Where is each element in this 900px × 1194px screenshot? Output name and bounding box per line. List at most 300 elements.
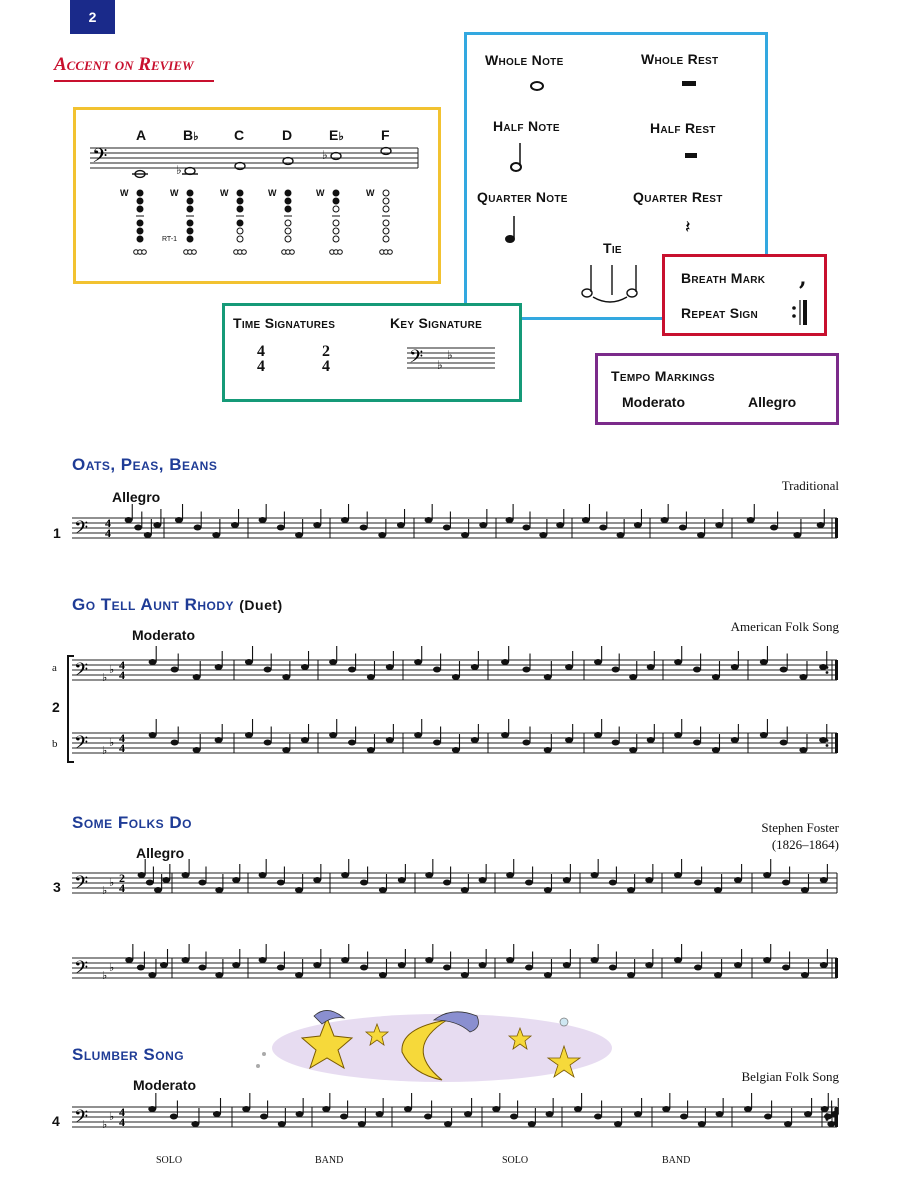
note-head [594, 1114, 602, 1120]
song-2-staff-b [72, 727, 842, 767]
note-head [138, 872, 146, 878]
note-head [821, 1106, 829, 1112]
time-signature-mark: 4 [119, 731, 125, 745]
band-label: BAND [662, 1155, 691, 1166]
note-head [506, 957, 514, 963]
note-head [694, 880, 702, 886]
note-head [397, 522, 405, 528]
review-heading: Accent on Review [54, 54, 194, 75]
flat-icon: ♭ [102, 744, 108, 757]
note-head [716, 1111, 724, 1117]
song-1-composer: Traditional [781, 478, 839, 493]
solo-label: SOLO [156, 1155, 183, 1166]
time-signature-mark: 4 [105, 526, 111, 540]
note-head [744, 1106, 752, 1112]
note-head [697, 532, 705, 538]
half-rest-label: Half Rest [650, 120, 716, 136]
note-head [464, 1111, 472, 1117]
note-head [264, 740, 272, 746]
band-label: BAND [315, 1155, 344, 1166]
flat-icon: ♭ [102, 1118, 108, 1131]
note-head [544, 887, 552, 893]
time-signature-mark: 4 [119, 668, 125, 682]
signatures-box [222, 303, 522, 402]
bass-clef-icon: 𝄢 [74, 660, 89, 685]
note-head [404, 1106, 412, 1112]
note-head [634, 1111, 642, 1117]
note-head [627, 972, 635, 978]
note-head [259, 957, 267, 963]
note-head [820, 962, 828, 968]
key-signature-staff [407, 342, 517, 392]
flat-icon: ♭ [109, 663, 115, 676]
note-head [348, 740, 356, 746]
final-barline [835, 1107, 838, 1127]
note-head [599, 525, 607, 531]
breath-mark-label: Breath Mark [681, 270, 766, 286]
note-head [398, 877, 406, 883]
song-2-title: Go Tell Aunt Rhody (Duet) [72, 595, 283, 614]
note-head [556, 522, 564, 528]
song-3-tempo: Allegro [136, 845, 185, 861]
note-head [443, 965, 451, 971]
fingering-chart [73, 107, 441, 284]
note-head [501, 659, 509, 665]
song-3-title: Some Folks Do [72, 813, 192, 832]
note-head [232, 962, 240, 968]
note-head [191, 1121, 199, 1127]
note-head [594, 732, 602, 738]
note-head [662, 1106, 670, 1112]
song-1-number: 1 [53, 525, 61, 541]
svg-text:RT-1: RT-1 [162, 236, 178, 243]
time-signature-two-four: 2 4 [322, 343, 330, 375]
note-head [125, 957, 133, 963]
bass-clef-icon: 𝄢 [74, 958, 89, 983]
note-head [444, 1121, 452, 1127]
note-head [820, 877, 828, 883]
note-head [425, 957, 433, 963]
note-head [360, 880, 368, 886]
note-head [763, 957, 771, 963]
note-name-eflat: E♭ [329, 127, 345, 143]
note-head [260, 1114, 268, 1120]
note-head [693, 667, 701, 673]
note-head [731, 664, 739, 670]
svg-text:W: W [220, 188, 229, 198]
note-head [674, 659, 682, 665]
note-head [645, 962, 653, 968]
note-head [612, 740, 620, 746]
note-head [734, 877, 742, 883]
note-head [213, 1111, 221, 1117]
note-head [144, 532, 152, 538]
note-head [680, 1114, 688, 1120]
note-head [148, 1106, 156, 1112]
note-head [763, 872, 771, 878]
song-3-staff-2 [72, 952, 842, 992]
note-head [461, 972, 469, 978]
note-name-d: D [282, 127, 293, 143]
note-head [443, 525, 451, 531]
note-head [817, 522, 825, 528]
note-head [782, 965, 790, 971]
moderato-label: Moderato [622, 394, 685, 410]
note-head [414, 659, 422, 665]
quarter-rest-label: Quarter Rest [633, 189, 723, 205]
note-head [784, 1121, 792, 1127]
time-signature-four-four: 4 4 [257, 343, 265, 375]
note-head [149, 659, 157, 665]
note-head [358, 1121, 366, 1127]
note-head [386, 737, 394, 743]
note-head [171, 667, 179, 673]
half-note-icon [511, 143, 521, 171]
note-head [313, 877, 321, 883]
note-head [215, 737, 223, 743]
note-head [341, 872, 349, 878]
time-signature-mark: 4 [119, 1105, 125, 1119]
svg-text:W: W [316, 188, 325, 198]
key-signature-label: Key Signature [390, 315, 483, 331]
note-head [479, 522, 487, 528]
solo-label: SOLO [502, 1155, 529, 1166]
note-head [386, 664, 394, 670]
note-head [137, 965, 145, 971]
note-head [617, 532, 625, 538]
note-head [770, 525, 778, 531]
note-head [712, 674, 720, 680]
note-head [193, 747, 201, 753]
note-head [506, 872, 514, 878]
song-4-title: Slumber Song [72, 1045, 185, 1064]
flat-icon: ♭ [102, 969, 108, 982]
flat-icon: ♭ [109, 1110, 115, 1123]
note-head [674, 872, 682, 878]
tie-label: Tie [603, 240, 622, 256]
breath-repeat-box [662, 254, 827, 336]
note-head [614, 1121, 622, 1127]
repeat-sign-icon [785, 295, 825, 335]
note-head [461, 532, 469, 538]
svg-text:W: W [268, 188, 277, 198]
note-head [341, 957, 349, 963]
note-head [198, 965, 206, 971]
flat-icon: ♭ [109, 736, 115, 749]
note-head [645, 877, 653, 883]
note-head [714, 972, 722, 978]
note-head [198, 880, 206, 886]
note-head [679, 525, 687, 531]
note-head [295, 887, 303, 893]
note-head [479, 962, 487, 968]
note-head [522, 525, 530, 531]
note-head [565, 737, 573, 743]
note-head [698, 1121, 706, 1127]
note-head [301, 664, 309, 670]
note-head [629, 674, 637, 680]
note-name-f: F [381, 127, 390, 143]
song-2-tempo: Moderato [132, 627, 195, 643]
song-4-composer: Belgian Folk Song [741, 1069, 839, 1084]
bass-clef-icon: 𝄢 [74, 518, 89, 543]
note-head [609, 965, 617, 971]
note-head [510, 1114, 518, 1120]
note-head [528, 1121, 536, 1127]
note-head [414, 732, 422, 738]
svg-text:♭: ♭ [176, 163, 182, 177]
note-head [780, 667, 788, 673]
note-head [471, 737, 479, 743]
note-head [731, 737, 739, 743]
note-head [647, 664, 655, 670]
time-signature-mark: 2 [119, 871, 125, 885]
note-head [378, 532, 386, 538]
note-head [799, 674, 807, 680]
page-number: 2 [70, 0, 115, 34]
note-head [565, 664, 573, 670]
note-head [348, 667, 356, 673]
song-3-composer: Stephen Foster (1826–1864) [761, 820, 839, 852]
note-head [277, 880, 285, 886]
note-head [425, 872, 433, 878]
note-head [799, 747, 807, 753]
bass-clef-icon: 𝄢 [74, 1107, 89, 1132]
note-head [277, 525, 285, 531]
note-head [278, 1121, 286, 1127]
song-3-number: 3 [53, 879, 61, 895]
note-head [154, 887, 162, 893]
note-head [827, 1121, 835, 1127]
note-head [242, 1106, 250, 1112]
note-head [501, 732, 509, 738]
note-head [801, 887, 809, 893]
note-head [471, 664, 479, 670]
tie-icon [582, 265, 637, 302]
time-signatures-label: Time Signatures [233, 315, 336, 331]
time-signature-mark: 4 [119, 658, 125, 672]
note-head [546, 1111, 554, 1117]
svg-text:W: W [170, 188, 179, 198]
tempo-markings-box [595, 353, 839, 425]
note-head [714, 887, 722, 893]
note-head [544, 972, 552, 978]
note-head [793, 532, 801, 538]
final-barline [835, 518, 838, 538]
heading-underline [54, 80, 214, 82]
whole-rest-label: Whole Rest [641, 51, 719, 67]
note-head [461, 887, 469, 893]
note-head [295, 972, 303, 978]
note-head [544, 747, 552, 753]
note-head [492, 1106, 500, 1112]
note-head [134, 525, 142, 531]
note-head [398, 962, 406, 968]
note-head [367, 747, 375, 753]
song-2-staff-a [72, 654, 842, 694]
note-head [341, 517, 349, 523]
note-head [674, 957, 682, 963]
note-head [629, 747, 637, 753]
note-head [760, 732, 768, 738]
note-head [522, 667, 530, 673]
note-head [322, 1106, 330, 1112]
note-head [175, 517, 183, 523]
bass-clef-icon: 𝄢 [92, 144, 108, 172]
note-name-a: A [136, 127, 147, 143]
note-head [525, 965, 533, 971]
note-head [182, 957, 190, 963]
flat-icon: ♭ [109, 876, 115, 889]
note-head [360, 965, 368, 971]
note-head [153, 522, 161, 528]
note-head [282, 674, 290, 680]
song-3-staff-1 [72, 867, 842, 907]
song-1-staff [72, 512, 842, 552]
note-head [245, 732, 253, 738]
bass-clef-icon: 𝄢 [74, 873, 89, 898]
note-head [782, 880, 790, 886]
note-head [747, 517, 755, 523]
note-head [329, 659, 337, 665]
note-head [634, 522, 642, 528]
note-head [149, 732, 157, 738]
song-1-tempo: Allegro [112, 489, 161, 505]
time-signature-mark: 4 [119, 741, 125, 755]
note-head [627, 887, 635, 893]
half-note-label: Half Note [493, 118, 560, 134]
quarter-note-label: Quarter Note [477, 189, 568, 205]
time-signature-mark: 4 [105, 516, 111, 530]
note-head [452, 674, 460, 680]
note-head [282, 747, 290, 753]
note-head [424, 1114, 432, 1120]
note-head [801, 972, 809, 978]
note-head [452, 747, 460, 753]
note-head [194, 525, 202, 531]
repeat-sign-label: Repeat Sign [681, 305, 759, 321]
svg-text:W: W [366, 188, 375, 198]
song-1-title: Oats, Peas, Beans [72, 455, 218, 474]
fingering-staff [76, 110, 438, 280]
note-head [433, 667, 441, 673]
note-head [264, 667, 272, 673]
note-name-c: C [234, 127, 245, 143]
note-head [734, 962, 742, 968]
whole-note-icon [531, 82, 543, 90]
note-head [479, 877, 487, 883]
note-head [340, 1114, 348, 1120]
note-head [582, 517, 590, 523]
song-4-staff [72, 1101, 842, 1141]
sleeping-moon-stars-illustration [252, 1008, 612, 1088]
note-head [148, 972, 156, 978]
note-head [162, 877, 170, 883]
note-head [296, 1111, 304, 1117]
note-head [379, 972, 387, 978]
note-head [780, 740, 788, 746]
bass-clef-icon: 𝄢 [409, 347, 424, 372]
note-head [647, 737, 655, 743]
note-head [379, 887, 387, 893]
quarter-note-icon [505, 216, 515, 243]
whole-note-label: Whole Note [485, 52, 564, 68]
flat-icon: ♭ [437, 358, 443, 372]
note-head [674, 732, 682, 738]
note-head [329, 732, 337, 738]
note-head [712, 747, 720, 753]
whole-rest-icon [682, 81, 696, 86]
note-head [804, 1111, 812, 1117]
flat-icon: ♭ [109, 961, 115, 974]
note-head [245, 659, 253, 665]
note-head [661, 517, 669, 523]
note-head [313, 962, 321, 968]
note-head [525, 880, 533, 886]
half-rest-icon [685, 153, 697, 158]
note-head [277, 965, 285, 971]
note-head [563, 962, 571, 968]
flat-icon: ♭ [102, 884, 108, 897]
svg-text:W: W [120, 188, 129, 198]
note-name-bflat: B♭ [183, 127, 199, 143]
note-head [506, 517, 514, 523]
note-head [433, 740, 441, 746]
final-barline [835, 660, 838, 680]
note-head [425, 517, 433, 523]
note-head [539, 532, 547, 538]
note-head [232, 877, 240, 883]
note-head [313, 522, 321, 528]
note-head [170, 1114, 178, 1120]
breath-mark-icon: , [799, 265, 807, 291]
note-head [376, 1111, 384, 1117]
note-head [591, 957, 599, 963]
note-head [215, 972, 223, 978]
time-signature-mark: 4 [119, 881, 125, 895]
part-a-label: a [52, 662, 57, 674]
note-head [125, 517, 133, 523]
song-2-number: 2 [52, 699, 60, 715]
quarter-rest-icon: 𝄽 [685, 217, 691, 238]
note-head [693, 740, 701, 746]
note-head [609, 880, 617, 886]
note-head [259, 872, 267, 878]
note-head [171, 740, 179, 746]
note-head [591, 872, 599, 878]
note-head [295, 532, 303, 538]
part-b-label: b [52, 738, 58, 750]
note-head [563, 877, 571, 883]
note-head [215, 664, 223, 670]
note-head [193, 674, 201, 680]
note-head [146, 880, 154, 886]
svg-text:♭: ♭ [322, 148, 328, 162]
note-head [443, 880, 451, 886]
note-head [760, 659, 768, 665]
note-head [360, 525, 368, 531]
note-head [715, 522, 723, 528]
note-head [160, 962, 168, 968]
note-head [367, 674, 375, 680]
note-head [301, 737, 309, 743]
note-head [182, 872, 190, 878]
note-head [694, 965, 702, 971]
song-4-number: 4 [52, 1113, 60, 1129]
flat-icon: ♭ [447, 348, 453, 362]
allegro-label: Allegro [748, 394, 797, 410]
note-head [215, 887, 223, 893]
